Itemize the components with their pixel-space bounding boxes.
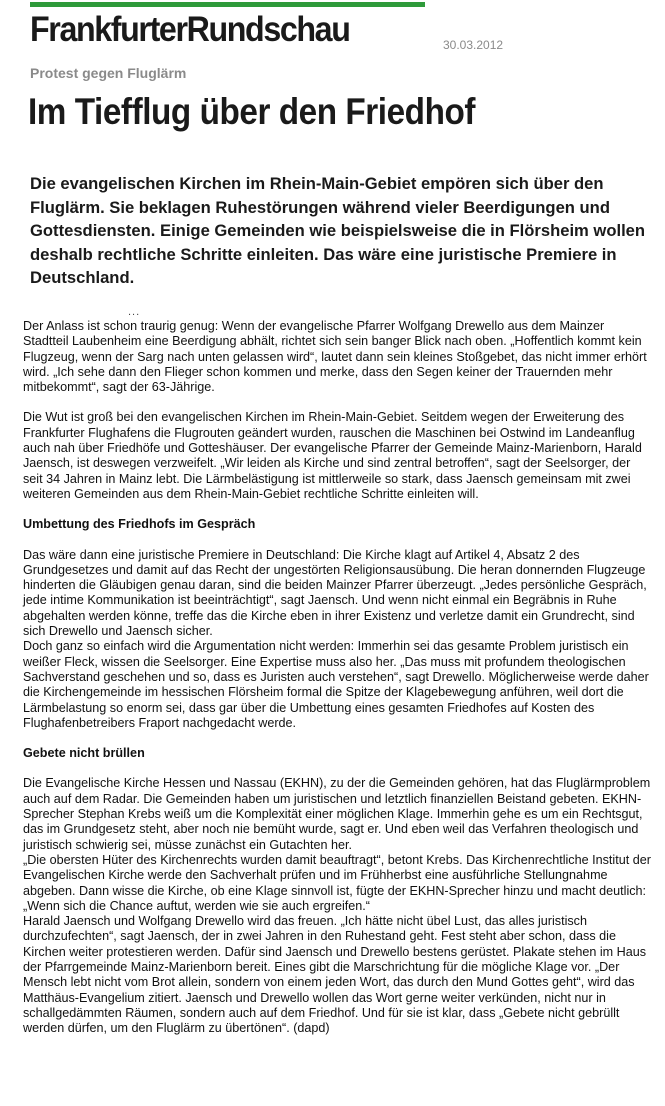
body-paragraph: Die Evangelische Kirche Hessen und Nassau (EKHN), zu der die Gemeinden gehören, hat das Fluglärmproblem auch auf dem Radar. Die Gemeinden haben um juristischen und letztlich finanziellen Beistand gebeten. EKHN-Sprecher Stephan Krebs weiß um die Komplexität einer möglichen Klage. Immerhin gehe es um ein Rechtsgut, das im Grundgesetz steht, aber noch nie bemüht wurde, sagt er. Und eben weil das Verfahren theologisch und juristisch schwierig sei, müsse zunächst ein Gutachten her.: [23, 776, 651, 852]
lead-line: Gottesdiensten. Einige Gemeinden wie beispielsweise die in Flörsheim wollen: [30, 221, 646, 241]
lead-line: Deutschland.: [30, 268, 135, 288]
body-paragraph: Das wäre dann eine juristische Premiere in Deutschland: Die Kirche klagt auf Artikel 4, Absatz 2 des Grundgesetzes und damit auf das Recht der ungestörten Religionsausübung. Die heran donnernden Flugzeuge hinderten die Gläubigen genau daran, sind die beiden Mainzer Pfarrer überzeugt. „Jedes persönliche Gespräch, jede intime Kommunikation ist beeinträchtigt“, sagt Jaensch. Und wenn nicht einmal ein Begräbnis in Ruhe abgehalten werden könne, treffe das die Kirche eben in ihrer Existenz und verletze damit ein Grundrecht, sind sich Drewello und Jaensch sicher.: [23, 547, 647, 639]
body-paragraph: Die Wut ist groß bei den evangelischen Kirchen im Rhein-Main-Gebiet. Seitdem wegen der Erweiterung des Frankfurter Flughafens die Flugrouten geändert wurden, rauschen die Maschinen bei Ostwind im Landeanflug auch nah über Friedhöfe und Gotteshäuser. Der evangelische Pfarrer der Gemeinde Mainz-Marienborn, Harald Jaensch, ist deswegen verzweifelt. „Wir leiden als Kirche und sind zentral betroffen“, sagt der Seelsorger, der seit 34 Jahren in Mainz lebt. Die Lärmbelästigung ist mittlerweile so stark, dass Jaensch gemeinsam mit zwei weiteren Gemeinden aus dem Rhein-Main-Gebiet rechtliche Schritte einleiten will.: [23, 410, 642, 501]
publication-date: 30.03.2012: [443, 38, 504, 52]
body-paragraph: Doch ganz so einfach wird die Argumentation nicht werden: Immerhin sei das gesamte Problem juristisch ein weißer Fleck, wissen die Seelsorger. Eine Expertise muss also her. „Das muss mit profundem theologischen Sachverstand geschehen und so, dass es Juristen auch verstehen“, sagt Drewello. Möglicherweise werde daher die Kirchengemeinde im hessischen Flörsheim formal die Spitze der Klagebewegung anführen, weil dort die Lärmbelastung so enorm sei, dass gar über die Umbettung eines gesamten Friedhofes auf Kosten des Flughafenbetreibers Fraport nachgedacht werde.: [23, 639, 649, 730]
article-headline: Im Tiefflug über den Friedhof: [28, 91, 475, 132]
article-lead: [30, 172, 646, 290]
subheading: Umbettung des Friedhofs im Gespräch: [23, 517, 256, 532]
body-paragraph: Der Anlass ist schon traurig genug: Wenn der evangelische Pfarrer Wolfgang Drewello aus dem Mainzer Stadtteil Laubenheim eine Beerdigung abhält, richtet sich sein banger Blick nach oben. „Hoffentlich kommt kein Flugzeug, wenn der Sarg nach unten gelassen wird“, lautet dann sein kleines Stoßgebet, das nicht immer erhört wird. „Ich sehe dann den Flieger schon kommen und merke, dass den Segen keiner der Trauernden mehr mitbekommt“, sagt der 63-Jährige.: [23, 319, 647, 395]
lead-line: Die evangelischen Kirchen im Rhein-Main-Gebiet empören sich über den: [30, 174, 604, 193]
body-paragraph: Harald Jaensch und Wolfgang Drewello wird das freuen. „Ich hätte nicht übel Lust, das alles juristisch durchzufechten“, sagt Jaensch, der in zwei Jahren in den Ruhestand geht. Fest steht aber schon, dass die Kirchen weiter protestieren werden. Dafür sind Jaensch und Drewello bestens gerüstet. Plakate stehen im Haus der Pfarrgemeinde Mainz-Marienborn bereit. Eines gibt die Marschrichtung für die mögliche Klage vor. „Der Mensch lebt nicht vom Brot allein, sondern von einem jeden Wort, das durch den Mund Gottes geht“, wird das Matthäus-Evangelium zitiert. Jaensch und Drewello wollen das Wort gerne weiter verkünden, nicht nur in schallgedämmten Räumen, sondern auch auf dem Friedhof. Und für sie ist klar, dass „Gebete nicht gebrüllt werden dürfen, um den Fluglärm zu übertönen“. (dapd): [23, 914, 647, 1036]
brand-color-bar: [30, 2, 425, 7]
article-kicker: Protest gegen Fluglärm: [30, 65, 187, 81]
body-paragraph: „Die obersten Hüter des Kirchenrechts wurden damit beauftragt“, betont Krebs. Das Kirchenrechtliche Institut der Evangelischen Kirche werde den Sachverhalt prüfen und im Frühherbst eine ausführliche Stellungnahme abgeben. Dann wisse die Kirche, ob eine Klage sinnvoll ist, fügte der EKHN-Sprecher hinzu und macht deutlich: „Wenn sich die Chance auftut, werden wie sie auch ergreifen.“: [23, 852, 651, 913]
ellipsis-marker: ...: [128, 306, 141, 318]
lead-line: Fluglärm. Sie beklagen Ruhestörungen während vieler Beerdigungen und: [30, 197, 610, 217]
lead-line: deshalb rechtliche Schritte einleiten. Das wäre eine juristische Premiere in: [30, 244, 617, 264]
subheading: Gebete nicht brüllen: [23, 746, 145, 761]
article-body: [23, 319, 653, 1036]
newspaper-masthead: FrankfurterRundschau: [30, 10, 350, 49]
